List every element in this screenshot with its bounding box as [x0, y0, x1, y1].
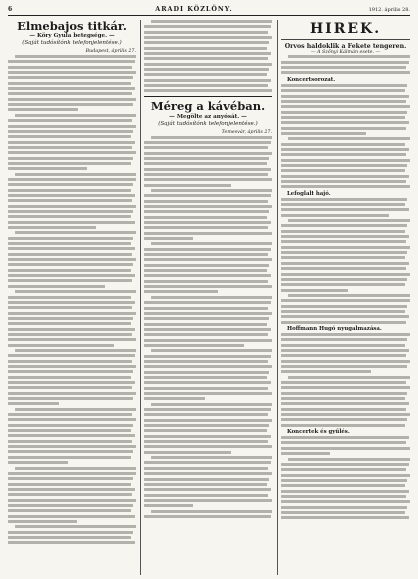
text-line	[281, 230, 405, 233]
text-line	[8, 306, 132, 309]
text-line	[144, 47, 267, 50]
article-body	[8, 55, 136, 544]
text-line	[281, 66, 406, 69]
text-line	[8, 381, 135, 384]
text-line	[144, 280, 268, 283]
text-line	[15, 525, 136, 528]
text-line	[8, 413, 132, 416]
text-line	[281, 203, 405, 206]
text-line	[8, 242, 131, 245]
text-line	[8, 493, 132, 496]
text-line	[281, 418, 407, 421]
text-line	[8, 376, 131, 379]
text-line	[144, 178, 272, 181]
text-line	[8, 135, 131, 138]
text-line	[144, 84, 268, 87]
text-line	[281, 424, 405, 427]
section-divider	[281, 39, 410, 40]
text-line	[15, 349, 136, 352]
text-line	[15, 408, 136, 411]
text-line	[8, 92, 132, 95]
text-line	[144, 194, 271, 197]
text-line	[8, 205, 136, 208]
text-line	[281, 235, 409, 238]
text-line	[8, 146, 132, 149]
text-line	[144, 205, 272, 208]
news-item-title: Orvos haldoklik a Fekete tengeren.	[284, 43, 407, 50]
text-line	[8, 189, 131, 192]
paragraph-heading: Hoffmann Hugó nyugalmazása.	[287, 325, 382, 332]
text-line	[8, 285, 105, 288]
text-line	[281, 143, 405, 146]
text-line	[144, 515, 271, 518]
text-line	[281, 299, 410, 302]
text-line	[281, 159, 410, 162]
article-dateline: Temesvár, április 27.	[221, 129, 272, 135]
text-line	[144, 381, 271, 384]
text-line	[8, 125, 136, 128]
paragraph-heading: Koncertek és gyűlés.	[287, 429, 350, 436]
text-line	[281, 474, 410, 477]
text-line	[8, 397, 133, 400]
text-line	[8, 130, 133, 133]
text-line	[144, 184, 231, 187]
article-source: (Saját tudósítónk telefonjelentése.)	[22, 40, 122, 47]
text-line	[144, 440, 268, 443]
text-line	[144, 301, 271, 304]
text-line	[144, 290, 218, 293]
text-line	[281, 349, 409, 352]
text-line	[15, 467, 136, 470]
text-line	[281, 468, 406, 471]
text-line	[281, 495, 406, 498]
text-line	[144, 371, 269, 374]
text-line	[144, 57, 268, 60]
text-line	[281, 148, 409, 151]
text-line	[281, 452, 330, 455]
article-body	[144, 136, 272, 518]
text-line	[8, 418, 136, 421]
text-line	[144, 504, 193, 507]
text-line	[144, 274, 271, 277]
text-line	[8, 263, 133, 266]
text-line	[288, 458, 410, 461]
text-line	[8, 531, 133, 534]
text-line	[144, 73, 267, 76]
text-line	[8, 258, 136, 261]
text-line	[281, 436, 409, 439]
text-line	[144, 168, 271, 171]
text-line	[281, 305, 407, 308]
text-line	[8, 333, 132, 336]
section-title: HIREK.	[309, 21, 382, 37]
text-line	[144, 200, 268, 203]
text-line	[15, 290, 136, 293]
news-body	[281, 55, 410, 519]
text-line	[281, 402, 409, 405]
text-line	[144, 146, 268, 149]
text-line	[8, 354, 135, 357]
article-headline: Méreg a kávéban.	[150, 99, 266, 114]
text-line	[281, 506, 407, 509]
text-line	[8, 279, 132, 282]
text-line	[8, 509, 131, 512]
text-line	[144, 424, 269, 427]
text-line	[8, 317, 133, 320]
text-line	[144, 461, 271, 464]
text-line	[281, 283, 405, 286]
text-line	[281, 484, 405, 487]
text-line	[281, 321, 406, 324]
paragraph-heading: Lefoglalt hajó.	[287, 190, 331, 197]
text-line	[281, 84, 407, 87]
column-2	[144, 20, 272, 575]
masthead	[8, 4, 410, 16]
column-rule	[277, 20, 278, 575]
text-line	[288, 376, 410, 379]
text-line	[8, 472, 136, 475]
text-line	[151, 20, 272, 23]
text-line	[144, 312, 272, 315]
text-line	[281, 360, 410, 363]
text-line	[144, 232, 272, 235]
text-line	[15, 55, 136, 58]
newspaper-page	[8, 4, 410, 575]
text-line	[144, 317, 269, 320]
text-line	[281, 175, 409, 178]
text-line	[281, 169, 405, 172]
text-line	[144, 494, 268, 497]
column-1	[8, 20, 136, 575]
text-line	[144, 360, 268, 363]
text-line	[281, 105, 410, 108]
text-line	[144, 323, 267, 326]
text-line	[8, 402, 59, 405]
text-line	[281, 89, 405, 92]
text-line	[144, 376, 267, 379]
text-line	[8, 98, 136, 101]
text-line	[281, 490, 409, 493]
text-line	[281, 447, 410, 450]
text-line	[281, 95, 409, 98]
text-line	[144, 419, 272, 422]
text-line	[8, 536, 131, 539]
text-line	[281, 61, 409, 64]
text-line	[8, 199, 132, 202]
text-line	[144, 226, 268, 229]
text-line	[281, 289, 348, 292]
text-line	[144, 89, 272, 92]
text-line	[144, 31, 268, 34]
text-line	[8, 370, 133, 373]
text-line	[281, 164, 407, 167]
text-line	[8, 183, 133, 186]
text-line	[281, 111, 407, 114]
text-line	[281, 121, 409, 124]
text-line	[281, 153, 406, 156]
text-line	[281, 127, 406, 130]
text-line	[8, 76, 133, 79]
text-line	[144, 429, 267, 432]
text-line	[281, 365, 407, 368]
text-line	[281, 198, 407, 201]
text-line	[144, 258, 272, 261]
text-line	[144, 152, 272, 155]
text-line	[281, 273, 410, 276]
text-line	[281, 381, 406, 384]
text-line	[281, 441, 406, 444]
text-line	[144, 387, 268, 390]
text-line	[288, 55, 410, 58]
text-line	[144, 216, 267, 219]
text-line	[288, 137, 410, 140]
text-line	[151, 189, 272, 192]
text-line	[281, 310, 405, 313]
text-line	[8, 60, 135, 63]
text-line	[281, 354, 406, 357]
text-line	[281, 246, 410, 249]
text-line	[8, 66, 132, 69]
text-line	[144, 435, 271, 438]
text-line	[8, 504, 133, 507]
text-line	[281, 224, 407, 227]
text-line	[281, 262, 409, 265]
text-line	[144, 451, 231, 454]
text-line	[281, 208, 409, 211]
text-line	[8, 103, 133, 106]
article-subhead: — Köry Gyula betegsége. —	[29, 33, 115, 40]
text-line	[281, 344, 405, 347]
article-body-continued	[144, 20, 272, 92]
text-line	[8, 429, 131, 432]
article-source: (Saját tudósítónk telefonjelentése.)	[158, 120, 258, 127]
text-line	[151, 403, 272, 406]
text-line	[144, 413, 268, 416]
text-line	[144, 445, 272, 448]
text-line	[281, 116, 405, 119]
page-number: 6	[8, 6, 13, 13]
text-line	[281, 338, 407, 341]
text-line	[281, 214, 389, 217]
text-line	[281, 386, 410, 389]
text-line	[8, 194, 135, 197]
text-line	[8, 237, 133, 240]
text-line	[151, 136, 272, 139]
issue-date: 1912. április 28.	[368, 7, 410, 13]
text-line	[281, 479, 407, 482]
text-line	[15, 173, 136, 176]
text-line	[8, 210, 133, 213]
text-line	[8, 119, 132, 122]
text-line	[8, 178, 136, 181]
text-line	[144, 237, 193, 240]
text-line	[144, 221, 271, 224]
text-line	[8, 477, 133, 480]
text-line	[144, 79, 271, 82]
text-line	[8, 360, 132, 363]
text-line	[8, 434, 135, 437]
text-line	[8, 82, 131, 85]
text-line	[8, 151, 136, 154]
text-line	[15, 231, 136, 234]
paragraph-heading: Koncertsorozat.	[287, 76, 336, 83]
text-line	[151, 296, 272, 299]
text-line	[8, 445, 136, 448]
text-line	[144, 63, 272, 66]
text-line	[144, 488, 271, 491]
text-line	[144, 333, 268, 336]
text-line	[8, 488, 135, 491]
text-line	[144, 264, 269, 267]
text-line	[144, 25, 271, 28]
paper-name: ARADI KÖZLÖNY.	[155, 5, 233, 13]
text-line	[144, 392, 272, 395]
text-line	[8, 483, 131, 486]
text-line	[8, 162, 131, 165]
text-line	[281, 240, 406, 243]
text-line	[281, 333, 410, 336]
text-line	[8, 520, 77, 523]
text-line	[8, 365, 136, 368]
text-line	[144, 499, 272, 502]
text-line	[144, 328, 271, 331]
text-line	[8, 301, 135, 304]
text-line	[144, 253, 268, 256]
text-line	[8, 226, 96, 229]
text-line	[8, 541, 135, 544]
text-line	[8, 344, 114, 347]
article-dateline: Budapest, április 27.	[85, 49, 136, 55]
text-line	[144, 467, 268, 470]
text-line	[281, 370, 371, 373]
text-line	[8, 450, 133, 453]
text-line	[144, 355, 271, 358]
text-line	[144, 157, 269, 160]
column-rule	[140, 20, 141, 575]
text-line	[8, 499, 136, 502]
text-line	[288, 294, 410, 297]
text-line	[144, 307, 268, 310]
text-line	[281, 180, 406, 183]
article-divider	[144, 96, 272, 97]
text-line	[144, 248, 271, 251]
text-line	[151, 242, 272, 245]
text-line	[144, 173, 268, 176]
text-line	[281, 392, 407, 395]
text-line	[15, 114, 136, 117]
text-line	[144, 141, 271, 144]
text-line	[281, 397, 405, 400]
text-line	[144, 397, 205, 400]
text-line	[144, 408, 271, 411]
text-line	[281, 185, 410, 188]
text-line	[8, 515, 135, 518]
text-line	[151, 510, 272, 513]
text-line	[8, 338, 136, 341]
text-line	[8, 215, 131, 218]
text-line	[281, 278, 407, 281]
text-line	[288, 219, 410, 222]
text-line	[8, 312, 136, 315]
article-headline: Elmebajos titkár.	[17, 20, 127, 33]
text-line	[281, 132, 366, 135]
text-line	[8, 71, 136, 74]
text-line	[281, 408, 406, 411]
text-line	[8, 440, 132, 443]
text-line	[144, 344, 244, 347]
text-line	[8, 424, 133, 427]
text-line	[8, 328, 135, 331]
text-line	[144, 472, 272, 475]
text-line	[144, 36, 272, 39]
text-line	[144, 478, 269, 481]
text-line	[8, 274, 135, 277]
text-line	[281, 251, 407, 254]
text-line	[8, 456, 131, 459]
text-line	[144, 483, 267, 486]
text-line	[8, 108, 78, 111]
text-line	[144, 68, 269, 71]
text-line	[8, 386, 132, 389]
text-line	[8, 221, 135, 224]
text-line	[281, 100, 406, 103]
text-line	[281, 71, 410, 74]
text-line	[144, 41, 269, 44]
text-line	[8, 157, 133, 160]
text-line	[8, 247, 135, 250]
text-line	[281, 413, 410, 416]
text-line	[8, 322, 131, 325]
text-line	[281, 511, 405, 514]
text-line	[151, 456, 272, 459]
text-line	[151, 349, 272, 352]
text-line	[8, 296, 131, 299]
text-line	[144, 52, 271, 55]
text-line	[8, 167, 87, 170]
text-line	[144, 210, 269, 213]
column-3	[281, 20, 410, 575]
text-line	[281, 256, 405, 259]
text-line	[8, 392, 136, 395]
text-line	[281, 267, 406, 270]
text-line	[144, 339, 272, 342]
text-line	[281, 463, 409, 466]
text-line	[144, 269, 267, 272]
text-line	[8, 461, 68, 464]
text-line	[144, 162, 267, 165]
text-line	[144, 365, 272, 368]
text-line	[281, 500, 410, 503]
news-item-subtitle: — A Szőnyi Kálmán esete. —	[310, 50, 381, 56]
article-subhead: — Megölte az anyósát. —	[169, 113, 247, 120]
text-line	[8, 269, 131, 272]
text-line	[281, 315, 409, 318]
text-line	[144, 285, 272, 288]
text-line	[281, 516, 409, 519]
text-line	[8, 253, 132, 256]
text-line	[8, 87, 135, 90]
text-line	[8, 141, 135, 144]
